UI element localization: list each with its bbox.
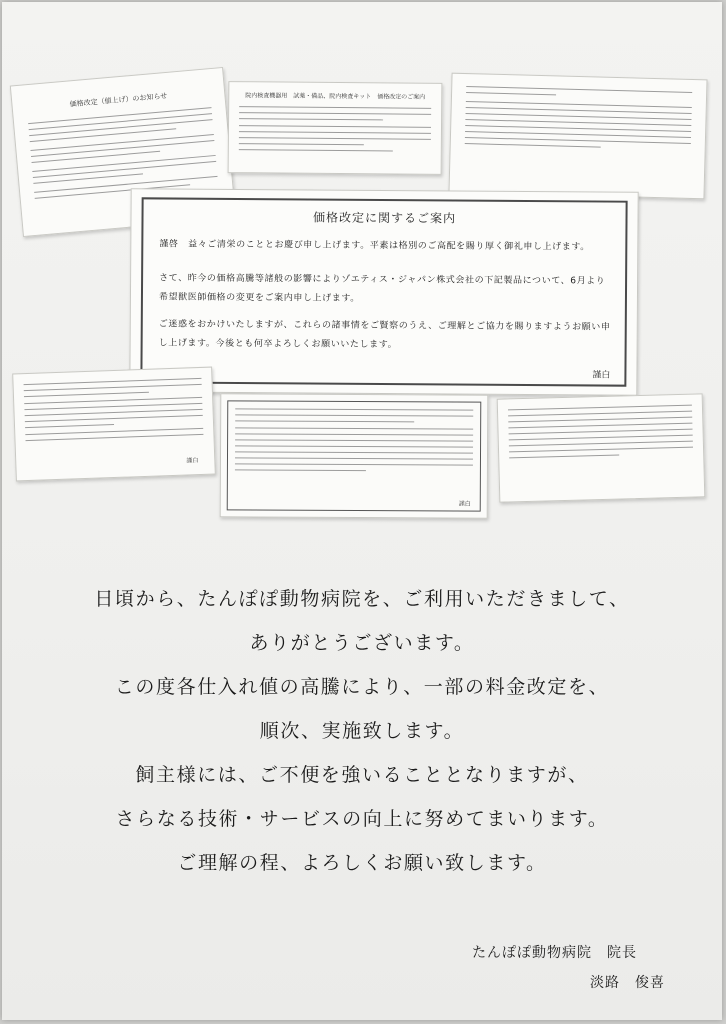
notice-text-lines	[24, 378, 204, 446]
director-name: 淡路 俊喜	[590, 975, 665, 991]
notice-paragraph: 謹啓 益々ご清栄のこととお慶び申し上げます。平素は格別のご高配を賜り厚く御礼申し上げます。	[159, 239, 590, 253]
notice-top-middle	[228, 81, 443, 175]
notice-signature: 謹白	[592, 370, 611, 381]
notice-signature: 謹白	[458, 500, 471, 508]
notice-text-lines	[508, 405, 693, 464]
message-line: 順次、実施致します。	[259, 720, 465, 742]
notice-text-lines	[465, 86, 693, 155]
message-line: さらなる技術・サービスの向上に努めてまいります。	[115, 808, 609, 830]
notice-bottom-right	[497, 393, 706, 502]
notice-center	[129, 188, 638, 396]
clinic-name: たんぽぽ動物病院 院長	[472, 945, 637, 961]
message-line: ご理解の程、よろしくお願い致します。	[177, 852, 547, 874]
notice-title: 院内検査機器用 試薬・備品、院内検査キット 価格改定のご案内	[245, 92, 426, 101]
notice-signature: 謹白	[186, 457, 199, 465]
notice-top-right	[448, 73, 707, 200]
notice-text-lines	[235, 408, 473, 476]
main-message	[2, 577, 722, 885]
notice-paragraph: さて、昨今の価格高騰等諸般の影響によりゾエティス・ジャパン株式会社の下記製品について、6月より希望獣医師価格の変更をご案内申し上げます。	[158, 273, 606, 304]
notice-title: 価格改定（値上げ）のお知らせ	[69, 91, 168, 109]
message-line: 飼主様には、ご不便を強いることとなりますが、	[135, 764, 589, 786]
notice-paragraph: ご迷惑をおかけいたしますが、これらの諸事情をご賢察のうえ、ご理解とご協力を賜りますようお願い申し上げます。今後とも何卒よろしくお願いいたします。	[158, 319, 611, 351]
message-line: この度各仕入れ値の高騰により、一部の料金改定を、	[114, 676, 610, 698]
message-line: ありがとうございます。	[249, 632, 475, 654]
notice-title: 価格改定に関するご案内	[312, 210, 457, 226]
message-line: 日頃から、たんぽぽ動物病院を、ご利用いただきまして、	[94, 588, 630, 610]
notice-text-lines	[239, 106, 431, 157]
notice-bottom-middle	[220, 393, 489, 518]
poster-sheet	[2, 2, 722, 1020]
notice-bottom-left	[12, 367, 216, 482]
